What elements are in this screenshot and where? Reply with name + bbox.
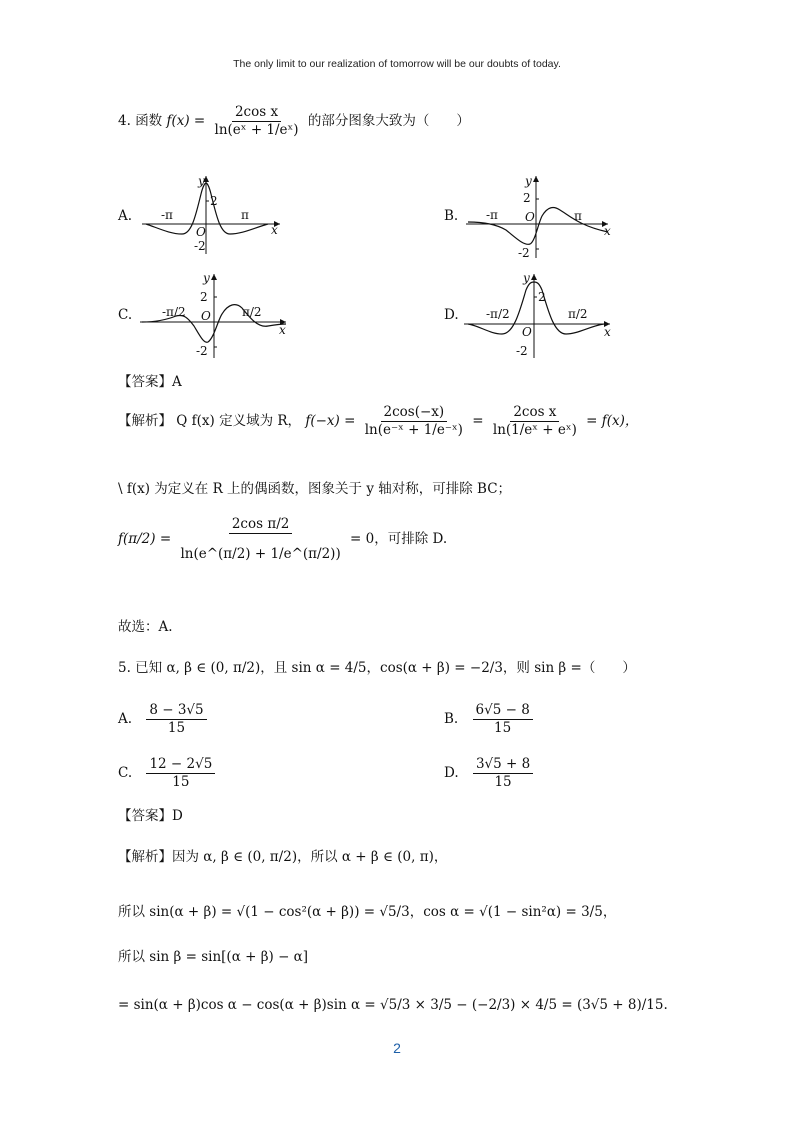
q4-analysis-rhs: = 0，可排除 D. [350,530,448,547]
q4-analysis-frac2-den: ln(1/eˣ + eˣ) [492,421,577,438]
q4-analysis-frac1-den: ln(e⁻ˣ + 1/e⁻ˣ) [364,421,463,438]
q5-option-c-frac [146,756,215,791]
q5-option-a-label: A. [118,710,133,727]
graph-d-tick-2: 2 [538,290,546,304]
q4-graph-c [138,270,290,362]
q5-analysis-line3: 所以 sin β = sin[(α + β) − α] [118,949,309,965]
q4-analysis-line2: \ f(x) 为定义在 R 上的偶函数，图象关于 y 轴对称，可排除 BC； [118,481,512,497]
q4-graph-a [138,172,288,258]
q4-option-c-label: C. [118,307,133,323]
graph-d-tick-neg-pi-half: -π/2 [486,307,510,321]
graph-c-tick-pi-half: π/2 [242,305,262,319]
graph-c-tick-neg-pi-half: -π/2 [162,305,186,319]
graph-b-tick-pi: π [574,209,582,223]
q5-option-c [118,756,217,791]
q5-option-a-den: 15 [167,719,186,736]
q5-option-d-num: 3√5 + 8 [473,756,533,774]
graph-c-tick-neg2: -2 [196,344,208,358]
q5-option-b-num: 6√5 − 8 [473,702,533,720]
q4-analysis-equals-fx: = f(x)， [586,412,639,429]
q5-answer: 【答案】D [118,808,183,824]
q4-numerator: 2cos x [232,104,281,122]
q5-option-d-frac [473,756,533,791]
q5-option-b-label: B. [444,710,459,727]
q4-analysis-line1: 【解析】 Q f(x) 定义域为 R， f(−x) = $\frac{2\cos(-x)}{\text{ln(e⁻ˣ + 1/e⁻ˣ)}}$ = $\frac{\text{2cos x}}{\text{ln(1/eˣ + eˣ)}}$ = f(x)， [118,404,639,438]
q4-graph-d [462,270,614,362]
q4-analysis-frac3-den: ln(e^(π/2) + 1/e^(π/2)) [180,545,341,562]
graph-b-tick-neg-pi: -π [486,208,498,222]
graph-a-tick-neg-pi: -π [161,208,173,222]
q4-analysis-frac2 [490,404,580,439]
graph-d-tick-neg2: -2 [516,344,528,358]
graph-a-tick-neg2: -2 [194,239,206,253]
graph-c-x-label: x [279,323,286,337]
q4-analysis-label: 【解析】 [118,412,172,429]
q5-option-c-num: 12 − 2√5 [146,756,215,774]
q4-fraction [212,104,302,139]
q4-conclusion: 故选：A. [118,619,173,635]
graph-a-x-label: x [271,223,278,237]
q4-analysis-frac1 [362,404,466,439]
graph-b-y-label: y [525,174,532,188]
graph-a-tick-pi: π [241,208,249,222]
q4-analysis-frac1-num: 2cos(−x) [381,404,448,422]
q5-option-b-den: 15 [494,719,512,736]
q4-denominator: ln(eˣ + 1/eˣ) [214,121,299,138]
q5-option-c-label: C. [118,764,133,781]
q4-analysis-f-pi-half: f(π/2) = [118,530,172,547]
q4-option-d-label: D. [444,307,459,323]
q5-option-a [118,702,209,737]
graph-b-x-label: x [604,224,611,238]
q4-prefix: 函数 [135,112,163,129]
graph-a-origin: O [196,225,206,239]
page-header: The only limit to our realization of tomorrow will be our doubts of today. [233,58,561,70]
q4-stem [118,104,470,139]
q4-analysis-frac3 [177,516,343,563]
graph-d-x-label: x [604,325,611,339]
graph-b-tick-2: 2 [523,191,531,205]
q5-option-a-frac [146,702,206,737]
q4-analysis-f-neg-x: f(−x) = [305,412,356,429]
q5-option-d [444,756,535,791]
page-number: 2 [393,1040,401,1056]
graph-a-tick-2: 2 [210,194,218,208]
q5-option-b [444,702,535,737]
graph-d-y-label: y [523,271,530,285]
q4-analysis-frac2-num: 2cos x [510,404,559,422]
q5-option-c-den: 15 [172,773,190,790]
graph-a-y-label: y [198,174,205,188]
q4-graph-b [462,172,616,262]
graph-b-origin: O [525,210,535,224]
q5-analysis-line1: 【解析】因为 α, β ∈ (0, π/2)，所以 α + β ∈ (0, π)， [118,849,448,865]
q4-answer: 【答案】A [118,374,182,390]
graph-c-origin: O [201,309,211,323]
q4-option-a-label: A. [118,208,133,224]
q4-number: 4. [118,112,131,129]
q4-analysis-domain: Q f(x) 定义域为 R， [176,412,302,429]
q5-analysis-line4: = sin(α + β)cos α − cos(α + β)sin α = √5/3 × 3/5 − (−2/3) × 4/5 = (3√5 + 8)/15. [118,997,668,1013]
q4-analysis-line3 [118,516,447,563]
graph-b-tick-neg2: -2 [518,246,530,260]
q5-option-b-frac [473,702,533,737]
q4-option-b-label: B. [444,208,459,224]
q4-analysis-frac3-num: 2cos π/2 [229,516,293,534]
q4-suffix: 的部分图象大致为（ ） [307,112,470,129]
graph-c-y-label: y [203,271,210,285]
graph-d-origin: O [522,325,532,339]
graph-c-tick-2: 2 [200,290,208,304]
graph-d-tick-pi-half: π/2 [568,307,588,321]
q5-option-a-num: 8 − 3√5 [146,702,206,720]
q5-option-d-den: 15 [494,773,512,790]
q5-analysis-line2: 所以 sin(α + β) = √(1 − cos²(α + β)) = √5/3，cos α = √(1 − sin²α) = 3/5， [118,904,617,920]
q4-func: f(x) = [166,112,206,129]
q5-option-d-label: D. [444,764,459,781]
q5-stem: 5. 已知 α, β ∈ (0, π/2)，且 sin α = 4/5，cos(α + β) = −2/3，则 sin β =（ ） [118,660,636,676]
